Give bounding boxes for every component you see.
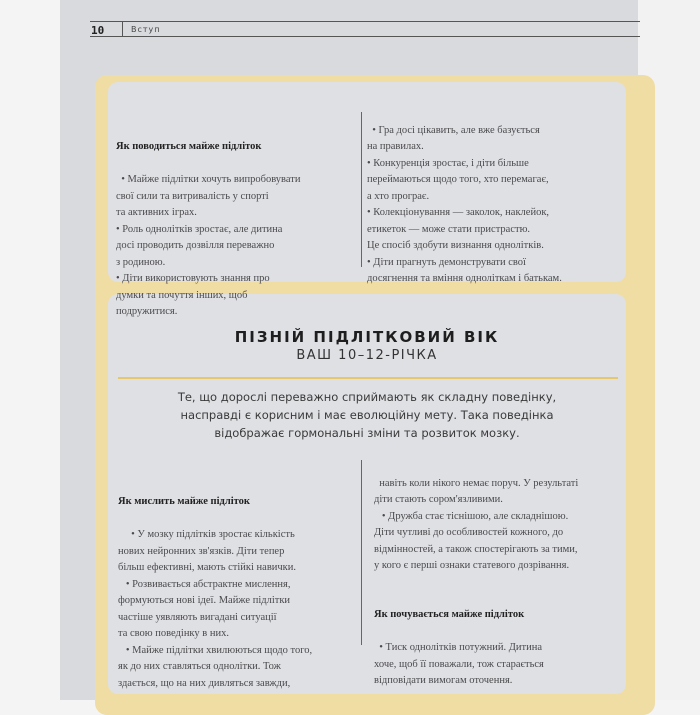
intro-text: Те, що дорослі переважно сприймають як складну поведінку, насправді є корисним і має еволюційну мету. Така поведінка відображає гормональні зміни та розвиток мозку.: [177, 390, 557, 440]
section-title: Вступ: [131, 25, 161, 34]
column-divider-2: [361, 460, 362, 645]
thinking-column: [118, 461, 358, 692]
header-rule-bottom: [90, 36, 640, 37]
thinking-text: • У мозку підлітків зростає кількість нових нейронних зв'язків. Діти тепер більш ефективні, мають стійкі навички. • Розвивається абстрактне мислення, формуються нові ідеї. Майже підлітки частіше уявляють вигадані ситуації та свою поведінку в них. • Майже підлітки хвилюються щодо того, як до них ставляться однолітки. Тож здається, що на них дивляться завжди,: [118, 529, 313, 689]
page-number: 10: [91, 24, 105, 37]
behavior-left-text: • Майже підлітки хочуть випробовувати свої сили та витривалість у спорті та активних іграх. • Роль однолітків зростає, але дитина досі проводить дозвілля переважно з родиною. • Діти використовують знання про думки та почуття інших, щоб подружитися.: [116, 174, 301, 317]
behavior-right-column: [367, 106, 622, 288]
behavior-left-column: [116, 106, 356, 321]
feeling-heading: Як почувається майже підліток: [374, 609, 525, 620]
yellow-rule: [118, 377, 618, 379]
behavior-right-text: • Гра досі цікавить, але вже базується на правилах. • Конкуренція зростає, і діти більше переймаються щодо того, хто перемагає, а хто програє. • Колекціонування — заколок, наклейок, етикеток — може стати пристрастю. Це спосіб здобути визнання однолітків. • Діти прагнуть демонструвати свої досягнення та вміння одноліткам і батькам.: [367, 124, 562, 284]
feeling-text: • Тиск однолітків потужний. Дитина хоче, щоб її поважали, тож старається відповідати вимогам оточення.: [374, 642, 544, 686]
thinking-heading: Як мислить майже підліток: [118, 496, 250, 507]
section-heading: ПІЗНІЙ ПІДЛІТКОВИЙ ВІК: [234, 328, 500, 346]
section-subheading: ВАШ 10–12-РІЧКА: [296, 348, 438, 363]
behavior-heading: Як поводиться майже підліток: [116, 141, 262, 152]
thinking-continued-text: навіть коли нікого немає поруч. У результаті діти стають сором'язливими. • Дружба стає тіснішою, але складнішою. Діти чутливі до особливостей кожного, до відмінностей, а також спостерігають за тими, у кого є перші ознаки статевого дозрівання.: [374, 477, 579, 571]
feeling-column: [374, 459, 629, 690]
column-divider: [361, 112, 362, 267]
header-rule-top: [90, 21, 640, 22]
header-divider: [122, 22, 123, 36]
